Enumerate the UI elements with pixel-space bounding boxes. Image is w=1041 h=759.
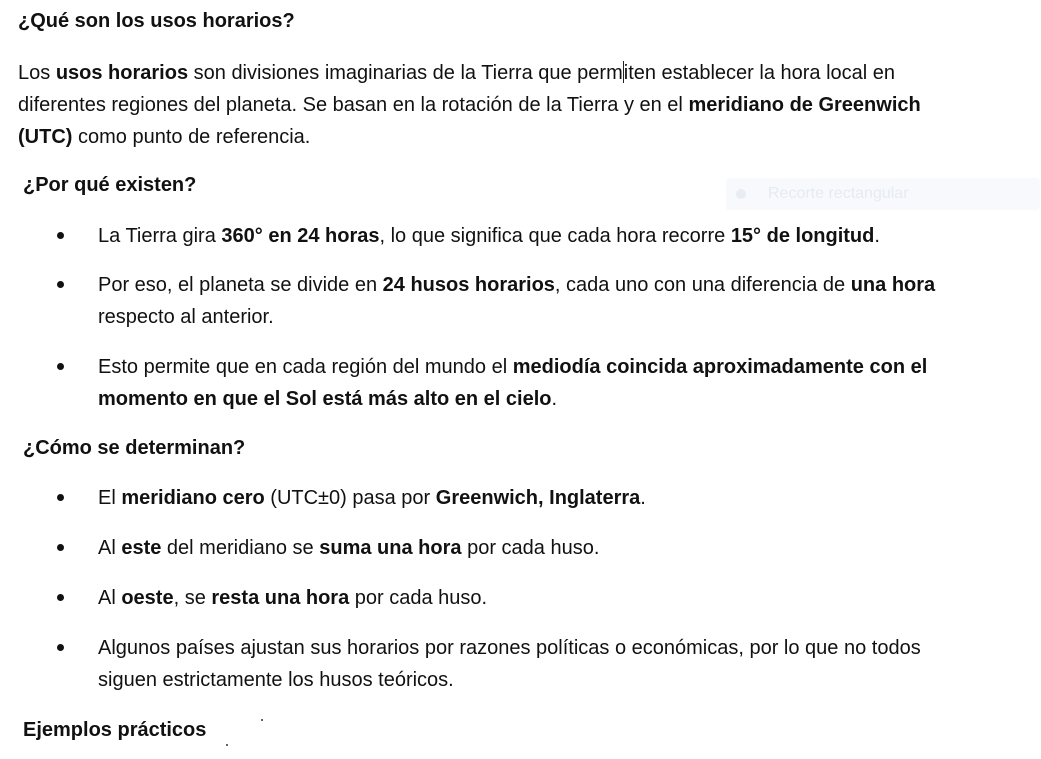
list-item-bold-part: mediodía coincida aproximadamente con el momento en que el Sol está más alto en el cielo bbox=[98, 356, 928, 410]
list-item-text-part: Al bbox=[98, 587, 122, 609]
list-item-text-part: Esto permite que en cada región del mundo el bbox=[98, 356, 513, 378]
list-item-text-part: Al bbox=[98, 537, 122, 559]
intro-bold-usos-horarios: usos horarios bbox=[55, 62, 189, 84]
list-item-text-part: La Tierra gira bbox=[98, 225, 222, 247]
bullet-icon bbox=[57, 494, 64, 501]
list-item-text bbox=[98, 351, 978, 415]
list-item-text bbox=[98, 632, 978, 696]
list-item-text-part: El bbox=[98, 487, 122, 509]
list-item-text-part: respecto al anterior. bbox=[98, 306, 274, 328]
list-item-text-part: por cada huso. bbox=[349, 587, 488, 609]
intro-text-3: iten establecer la hora local en diferentes regiones del planeta. Se basan en la rotación de la Tierra y en el bbox=[18, 62, 896, 116]
list-item-text bbox=[98, 220, 978, 252]
list-item-text-part: por cada huso. bbox=[461, 537, 600, 559]
list-item-text bbox=[98, 482, 978, 514]
list-item-bold-part: 15° de longitud bbox=[730, 225, 875, 247]
list-item-text-part: Por eso, el planeta se divide en bbox=[98, 274, 383, 296]
snip-mode-icon bbox=[736, 189, 746, 199]
list-item-text-part: del meridiano se bbox=[161, 537, 320, 559]
bullet-icon bbox=[57, 363, 64, 370]
intro-text-4: como punto de referencia. bbox=[72, 126, 311, 148]
list-item-text-part: , cada uno con una diferencia de bbox=[554, 274, 851, 296]
list-item-bold-part: 360° en 24 horas bbox=[221, 225, 380, 247]
intro-paragraph[interactable] bbox=[18, 57, 978, 153]
list-item-text-part: . bbox=[551, 388, 558, 410]
snip-mode-tooltip bbox=[726, 178, 1040, 210]
intro-text-1: Los bbox=[18, 62, 56, 84]
list-item-bold-part: una hora bbox=[850, 274, 936, 296]
intro-text-2: son divisiones imaginarias de la Tierra que perm bbox=[188, 62, 623, 84]
bullet-icon bbox=[57, 644, 64, 651]
bullet-icon bbox=[57, 232, 64, 239]
list-item-text bbox=[98, 269, 978, 333]
stray-mark bbox=[261, 719, 263, 721]
bullet-icon bbox=[57, 281, 64, 288]
list-item-bold-part: este bbox=[121, 537, 162, 559]
heading-how-determined: ¿Cómo se determinan? bbox=[23, 437, 246, 459]
heading-practical-examples: Ejemplos prácticos bbox=[23, 719, 207, 741]
list-item-bold-part: meridiano cero bbox=[121, 487, 265, 509]
heading-why-they-exist: ¿Por qué existen? bbox=[23, 174, 197, 196]
list-item-text-part: , se bbox=[173, 587, 212, 609]
list-item-text-part: (UTC±0) pasa por bbox=[264, 487, 436, 509]
list-item-bold-part: suma una hora bbox=[319, 537, 462, 559]
list-item-text-part: Algunos países ajustan sus horarios por razones políticas o económicas, por lo que no todos siguen estrictamente los husos teóricos. bbox=[98, 637, 921, 691]
list-item-text bbox=[98, 582, 978, 614]
bullet-icon bbox=[57, 594, 64, 601]
list-item-text-part: . bbox=[640, 487, 646, 509]
list-item-bold-part: oeste bbox=[121, 587, 174, 609]
list-item-bold-part: resta una hora bbox=[211, 587, 350, 609]
stray-mark bbox=[226, 744, 228, 746]
intro-bold-greenwich: meridiano de Greenwich (UTC) bbox=[18, 94, 921, 148]
list-item-bold-part: 24 husos horarios bbox=[382, 274, 555, 296]
snip-mode-label: Recorte rectangular bbox=[768, 185, 909, 202]
list-item-bold-part: Greenwich, Inglaterra bbox=[435, 487, 641, 509]
bullet-icon bbox=[57, 544, 64, 551]
heading-what-are-time-zones: ¿Qué son los usos horarios? bbox=[18, 10, 295, 32]
list-item-text bbox=[98, 532, 978, 564]
list-item-text-part: , lo que significa que cada hora recorre bbox=[379, 225, 731, 247]
list-item-text-part: . bbox=[874, 225, 880, 247]
